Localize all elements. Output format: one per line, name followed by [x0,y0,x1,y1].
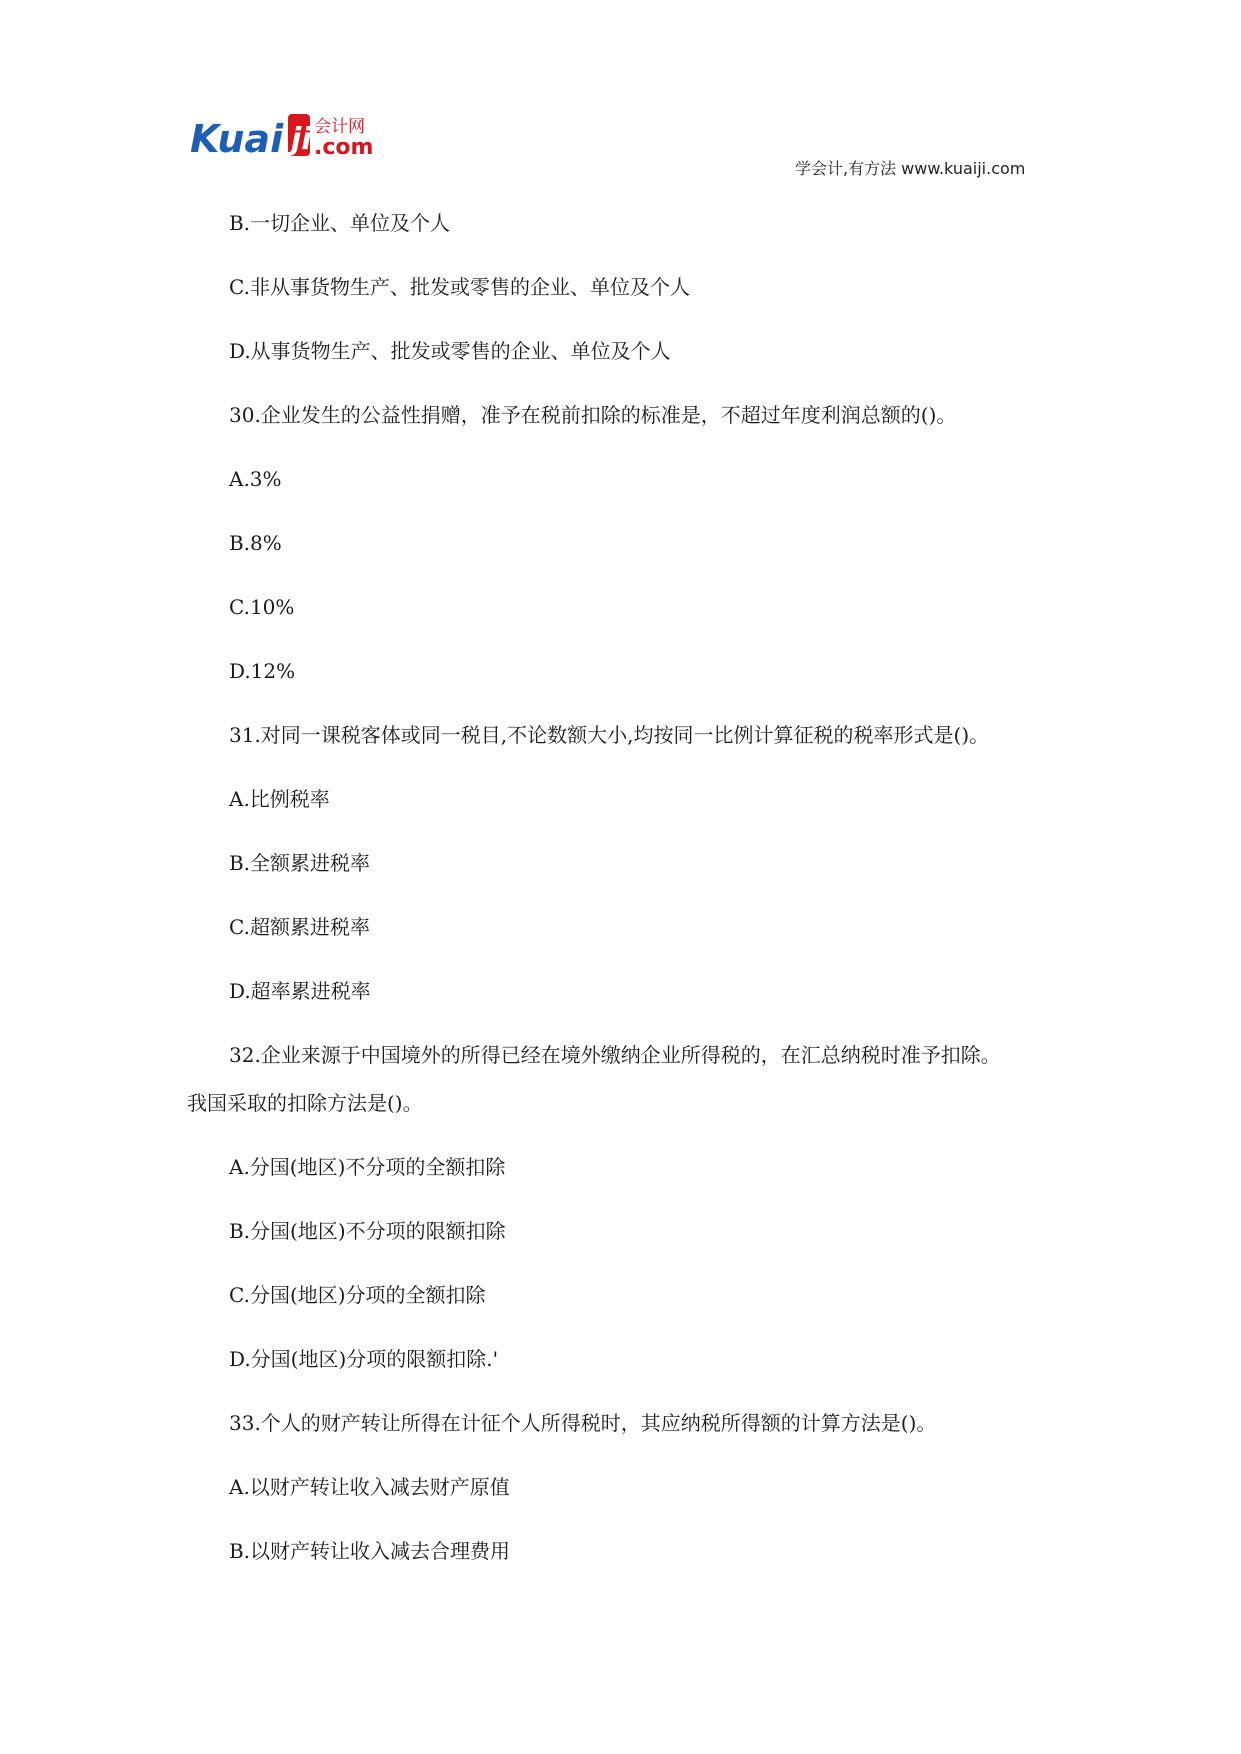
option-c-q32: C.分国(地区)分项的全额扣除 [229,1283,486,1307]
option-a-q32: A.分国(地区)不分项的全额扣除 [229,1155,506,1179]
svg-text:ji: ji [291,122,312,157]
page-header [0,0,1241,180]
option-a-q33: A.以财产转让收入减去财产原值 [229,1475,510,1499]
question-31: 31.对同一课税客体或同一税目,不论数额大小,均按同一比例计算征税的税率形式是()。 [229,723,990,747]
option-d-q32: D.分国(地区)分项的限额扣除.' [229,1347,499,1371]
question-32-continued: 我国采取的扣除方法是()。 [187,1091,423,1115]
option-d-q29: D.从事货物生产、批发或零售的企业、单位及个人 [229,339,671,363]
site-tagline: 学会计,有方法 www.kuaiji.com [795,159,1026,178]
option-c-q30: C.10% [229,595,295,619]
svg-text:Kuai: Kuai [190,117,284,161]
option-c-q29: C.非从事货物生产、批发或零售的企业、单位及个人 [229,275,690,299]
option-a-q30: A.3% [229,467,282,491]
option-a-q31: A.比例税率 [229,787,330,811]
svg-text:会计网: 会计网 [314,117,365,137]
option-b-q32: B.分国(地区)不分项的限额扣除 [229,1219,506,1243]
option-b-q33: B.以财产转让收入减去合理费用 [229,1539,511,1563]
option-b-q29: B.一切企业、单位及个人 [229,211,451,235]
svg-text:.com: .com [314,135,374,160]
question-30: 30.企业发生的公益性捐赠，准予在税前扣除的标准是，不超过年度利润总额的()。 [229,403,957,427]
option-d-q31: D.超率累进税率 [229,979,371,1003]
question-32: 32.企业来源于中国境外的所得已经在境外缴纳企业所得税的，在汇总纳税时准予扣除。 [229,1043,1001,1067]
kuaiji-logo [190,112,400,162]
option-b-q30: B.8% [229,531,282,555]
question-33: 33.个人的财产转让所得在计征个人所得税时，其应纳税所得额的计算方法是()。 [229,1411,937,1435]
option-c-q31: C.超额累进税率 [229,915,370,939]
option-b-q31: B.全额累进税率 [229,851,371,875]
option-d-q30: D.12% [229,659,296,683]
